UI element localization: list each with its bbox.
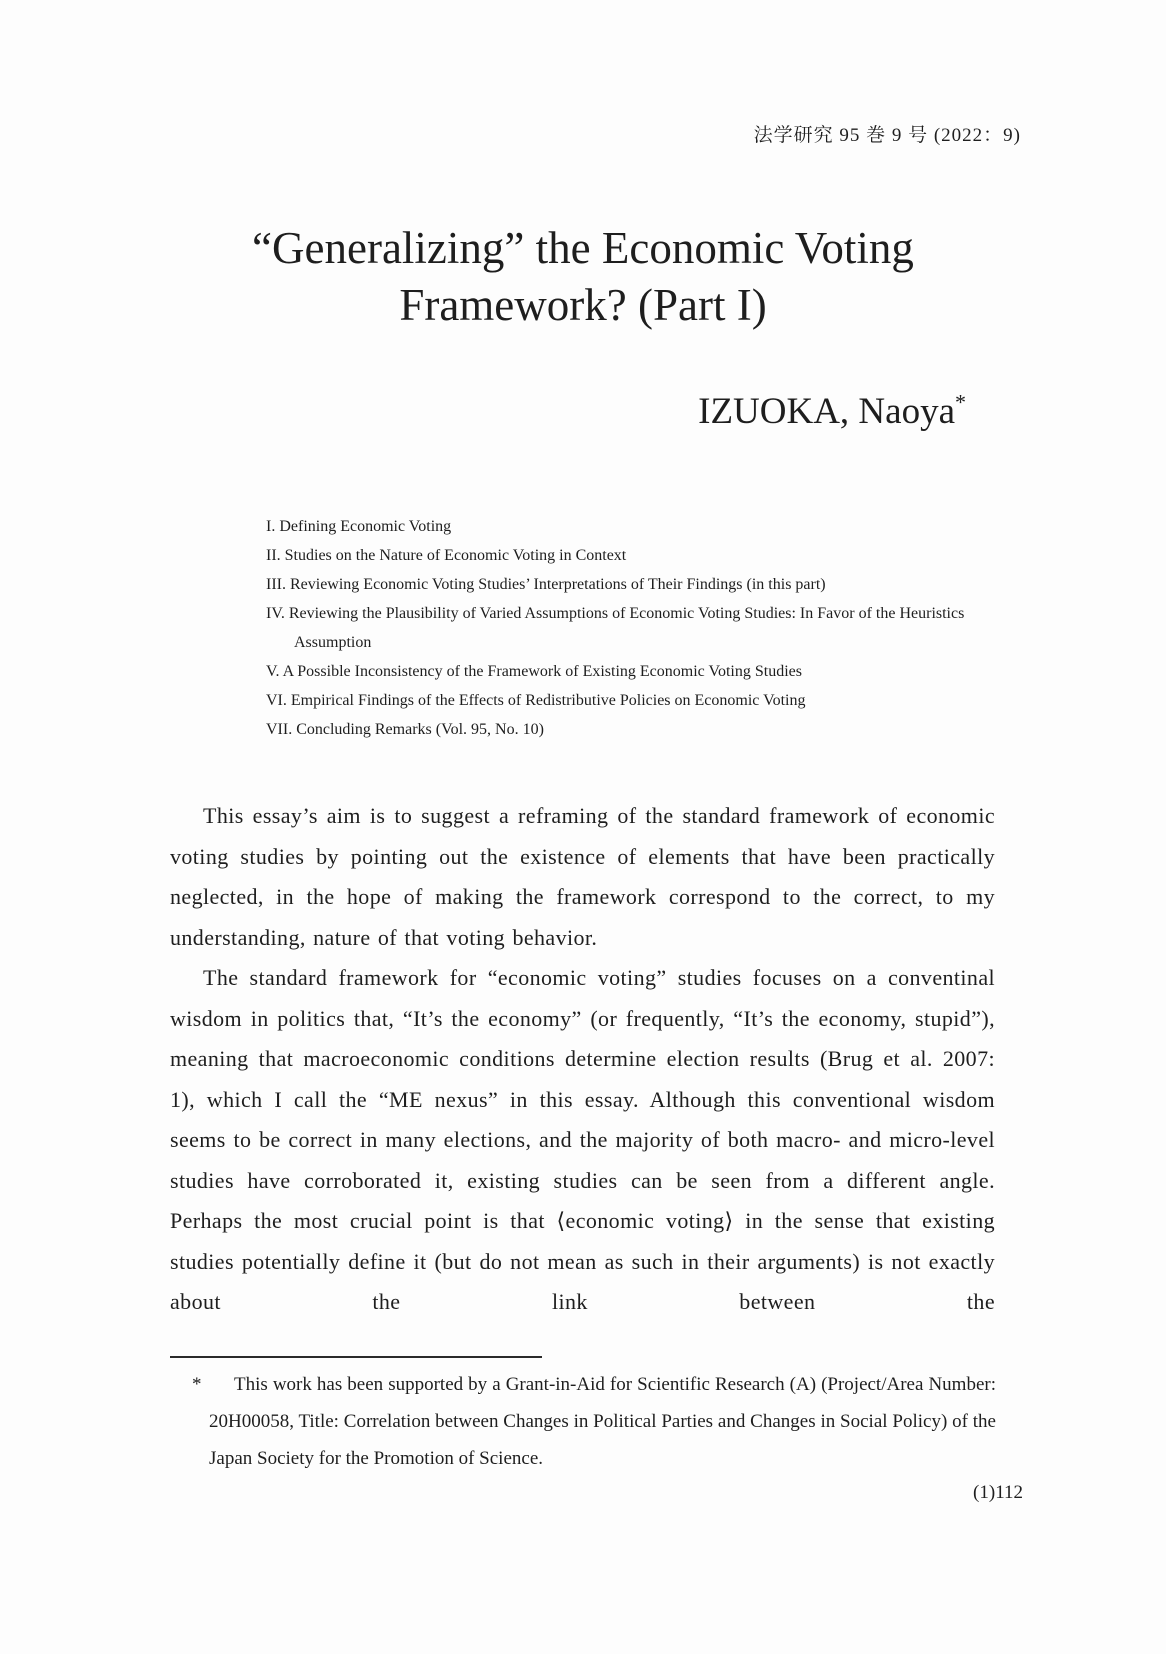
author-name: IZUOKA, Naoya [698, 391, 955, 432]
toc-item-7: VII. Concluding Remarks (Vol. 95, No. 10) [266, 721, 544, 738]
toc-item-5: V. A Possible Inconsistency of the Framework of Existing Economic Voting Studies [266, 663, 802, 680]
footnote [170, 1366, 996, 1477]
author-footnote-marker: * [955, 389, 966, 415]
title-line-2: Framework? (Part I) [399, 280, 767, 330]
toc-item-4: IV. Reviewing the Plausibility of Varied Assumptions of Economic Voting Studies: In Favor of the Heuristics Assumption [266, 605, 965, 651]
paper-title [0, 220, 1166, 334]
toc-item-1: I. Defining Economic Voting [266, 518, 452, 535]
footnote-marker: * [192, 1374, 202, 1395]
page-number: (1)112 [973, 1482, 1023, 1503]
body-text [170, 796, 995, 1323]
author-line [698, 390, 966, 433]
footnote-divider [170, 1356, 542, 1358]
journal-header: 法学研究 95 巻 9 号 (2022：9) [753, 125, 1021, 146]
toc-item-2: II. Studies on the Nature of Economic Voting in Context [266, 547, 627, 564]
paragraph-2: The standard framework for “economic voting” studies focuses on a conventinal wisdom in politics that, “It’s the economy” (or frequently, “It’s the economy, stupid”), meaning that macroeconomic conditions determine election results (Brug et al. 2007: 1), which I call the “ME nexus” in this essay. Although this conventional wisdom seems to be correct in many elections, and the majority of both macro- and micro-level studies have corroborated it, existing studies can be seen from a different angle. Perhaps the most crucial point is that ⟨economic voting⟩ in the sense that existing studies potentially define it (but do not mean as such in their arguments) is not exactly about the link between the [170, 965, 995, 1314]
table-of-contents [266, 512, 1006, 744]
toc-item-3: III. Reviewing Economic Voting Studies’ Interpretations of Their Findings (in this part) [266, 576, 826, 593]
paragraph-1: This essay’s aim is to suggest a reframing of the standard framework of economic voting studies by pointing out the existence of elements that have been practically neglected, in the hope of making the framework correspond to the correct, to my understanding, nature of that voting behavior. [170, 803, 995, 950]
toc-item-6: VI. Empirical Findings of the Effects of Redistributive Policies on Economic Voting [266, 692, 806, 709]
footnote-text: This work has been supported by a Grant-in-Aid for Scientific Research (A) (Project/Area Number: 20H00058, Title: Correlation between Changes in Political Parties and Changes in Social Policy) of the Japan Society for the Promotion of Science. [209, 1374, 996, 1469]
title-line-1: “Generalizing” the Economic Voting [252, 223, 914, 273]
